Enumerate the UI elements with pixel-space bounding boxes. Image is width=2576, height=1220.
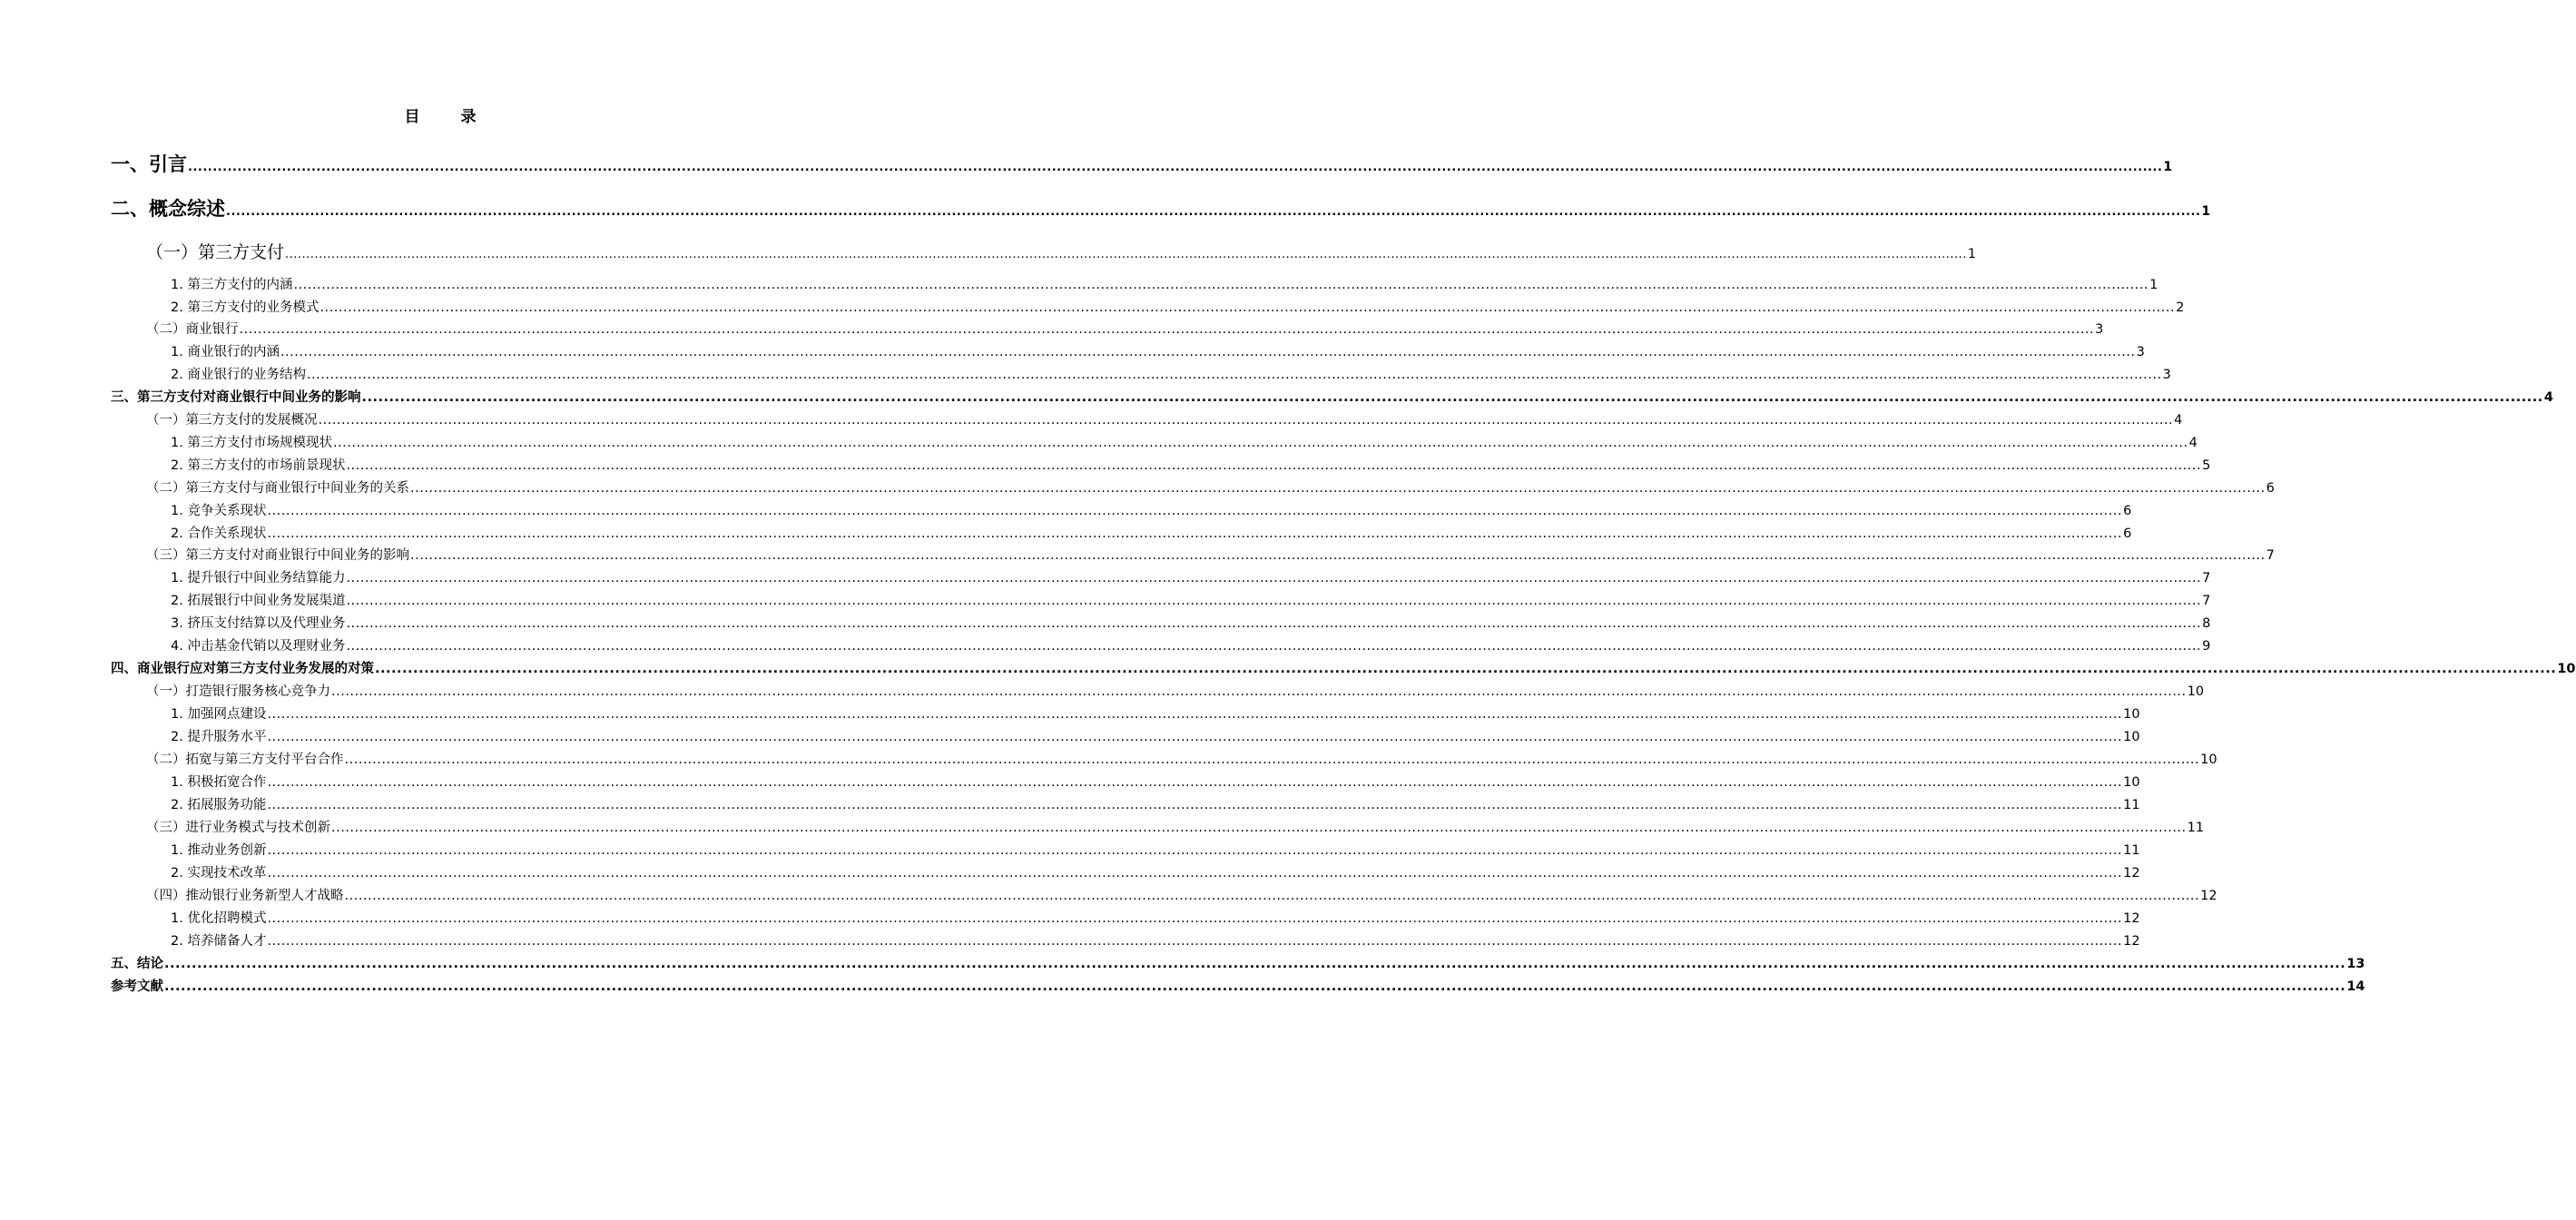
toc-entry[interactable] — [171, 432, 2197, 451]
toc-entry-title: 1. 加强网点建设 — [171, 707, 267, 722]
toc-entry-title: （三）进行业务模式与技术创新 — [146, 821, 330, 835]
toc-dot-leader: ................................................................................................................................................................................................................................................................................................................................................................................................................ — [267, 775, 2123, 790]
toc-entry[interactable] — [171, 274, 2158, 293]
toc-entry-page-number: 12 — [2123, 934, 2140, 949]
toc-dot-leader: ................................................................................................................................................................................................................................................................................................................................................................................................................ — [239, 322, 2095, 337]
toc-entry-page-number: 7 — [2266, 548, 2275, 563]
toc-entry-title: 2. 培养储备人才 — [171, 934, 267, 949]
toc-entry-title: 五、结论 — [111, 957, 163, 971]
toc-dot-leader: ................................................................................................................................................................................................................................................................................................................................................................................................................ — [331, 821, 2187, 835]
toc-dot-leader: ................................................................................................................................................................................................................................................................................................................................................................................................................ — [410, 481, 2266, 496]
toc-entry-title: 2. 商业银行的业务结构 — [171, 368, 306, 382]
toc-entry-title: 三、第三方支付对商业银行中间业务的影响 — [111, 390, 361, 405]
toc-dot-leader: ................................................................................................................................................................................................................................................................................................................................................................................................................ — [375, 662, 2557, 676]
toc-entry-page-number: 12 — [2200, 889, 2217, 903]
toc-entry-page-number: 10 — [2123, 730, 2140, 744]
toc-entry-title: 2. 第三方支付的市场前景现状 — [171, 458, 346, 473]
toc-entry[interactable] — [146, 239, 1976, 263]
toc-entry[interactable] — [171, 455, 2211, 474]
toc-entry[interactable] — [171, 635, 2211, 654]
toc-entry-title: （一）第三方支付的发展概况 — [146, 413, 318, 428]
toc-dot-leader: ................................................................................................................................................................................................................................................................................................................................................................................................................ — [267, 730, 2123, 744]
toc-entry-title: 3. 挤压支付结算以及代理业务 — [171, 616, 346, 631]
toc-dot-leader: ................................................................................................................................................................................................................................................................................................................................................................................................................ — [267, 798, 2123, 812]
toc-dot-leader: ................................................................................................................................................................................................................................................................................................................................................................................................................ — [267, 526, 2123, 541]
toc-entry-page-number: 3 — [2095, 322, 2104, 337]
toc-entry-page-number: 6 — [2266, 481, 2275, 496]
toc-entry-page-number: 1 — [2149, 278, 2158, 292]
toc-entry[interactable] — [146, 817, 2205, 836]
toc-entry[interactable] — [171, 703, 2140, 723]
toc-dot-leader: ................................................................................................................................................................................................................................................................................................................................................................................................................ — [267, 707, 2123, 722]
toc-entry-page-number: 7 — [2202, 571, 2211, 585]
toc-entry-page-number: 10 — [2200, 753, 2217, 767]
toc-entry[interactable] — [171, 794, 2140, 813]
toc-entry[interactable] — [171, 726, 2140, 745]
toc-dot-leader: ................................................................................................................................................................................................................................................................................................................................................................................................................ — [320, 300, 2176, 315]
toc-entry[interactable] — [171, 613, 2211, 632]
toc-dot-leader: ................................................................................................................................................................................................................................................................................................................................................................................................................ — [346, 571, 2202, 585]
toc-entry[interactable] — [171, 297, 2185, 316]
toc-entry-title: 1. 积极拓宽合作 — [171, 775, 267, 790]
toc-entry-page-number: 8 — [2202, 616, 2211, 631]
toc-dot-leader: ................................................................................................................................................................................................................................................................................................................................................................................................................ — [410, 548, 2266, 563]
toc-entry-page-number: 6 — [2123, 526, 2132, 541]
toc-entry[interactable] — [146, 749, 2217, 768]
toc-entry-title: （三）第三方支付对商业银行中间业务的影响 — [146, 548, 409, 563]
toc-entry[interactable] — [146, 545, 2275, 564]
toc-entry[interactable] — [146, 409, 2183, 428]
toc-entry-title: 1. 第三方支付的内涵 — [171, 278, 293, 292]
toc-dot-leader: ................................................................................................................................................................................................................................................................................................................................................................................................................ — [267, 843, 2123, 858]
toc-entry[interactable] — [146, 319, 2104, 338]
toc-dot-leader: ................................................................................................................................................................................................................................................................................................................................................................................................................ — [318, 413, 2174, 428]
toc-entry-title: 2. 拓展服务功能 — [171, 798, 267, 812]
toc-entry-title: （二）第三方支付与商业银行中间业务的关系 — [146, 481, 409, 496]
toc-entry-page-number: 11 — [2123, 843, 2140, 858]
toc-title: 目 录 — [404, 108, 489, 126]
toc-dot-leader: ................................................................................................................................................................................................................................................................................................................................................................................................................ — [306, 368, 2162, 382]
toc-entry-title: 2. 合作关系现状 — [171, 526, 267, 541]
toc-dot-leader: ................................................................................................................................................................................................................................................................................................................................................................................................................ — [267, 911, 2123, 926]
toc-entry-title: 1. 提升银行中间业务结算能力 — [171, 571, 346, 585]
toc-dot-leader: ................................................................................................................................................................................................................................................................................................................................................................................................................ — [346, 594, 2202, 608]
toc-entry-page-number: 7 — [2202, 594, 2211, 608]
toc-entry-title: 1. 优化招聘模式 — [171, 911, 267, 926]
toc-entry-page-number: 13 — [2346, 957, 2365, 971]
toc-entry-page-number: 1 — [2201, 204, 2211, 219]
toc-entry-title: （二）商业银行 — [146, 322, 239, 337]
toc-entry-title: （一）第三方支付 — [146, 242, 285, 262]
toc-entry-page-number: 3 — [2136, 345, 2145, 359]
toc-entry[interactable] — [171, 590, 2211, 609]
toc-entry[interactable] — [111, 387, 2553, 406]
toc-entry-title: 二、概念综述 — [111, 198, 225, 220]
toc-entry-page-number: 4 — [2543, 390, 2553, 405]
toc-dot-leader: ................................................................................................................................................................................................................................................................................................................................................................................................................ — [293, 278, 2149, 292]
toc-dot-leader: ................................................................................................................................................................................................................................................................................................................................................................................................................ — [267, 504, 2123, 518]
toc-entry-page-number: 5 — [2202, 458, 2211, 473]
toc-entry[interactable] — [111, 194, 2211, 221]
toc-entry-title: （四）推动银行业务新型人才战略 — [146, 889, 344, 903]
toc-dot-leader: ................................................................................................................................................................................................................................................................................................................................................................................................................ — [331, 684, 2187, 699]
toc-entry-title: 四、商业银行应对第三方支付业务发展的对策 — [111, 662, 374, 676]
toc-entry-page-number: 14 — [2346, 979, 2365, 994]
toc-entry-title: 1. 推动业务创新 — [171, 843, 267, 858]
toc-dot-leader: ................................................................................................................................................................................................................................................................................................................................................................................................................ — [344, 889, 2200, 903]
toc-entry[interactable] — [171, 908, 2140, 927]
toc-entry-page-number: 10 — [2123, 775, 2140, 790]
toc-entry[interactable] — [171, 523, 2132, 542]
toc-entry-page-number: 12 — [2123, 911, 2140, 926]
toc-entry-page-number: 6 — [2123, 504, 2132, 518]
toc-dot-leader: ................................................................................................................................................................................................................................................................................................................................................................................................................ — [285, 248, 1967, 261]
toc-entry-title: （二）拓宽与第三方支付平台合作 — [146, 753, 344, 767]
toc-dot-leader: ................................................................................................................................................................................................................................................................................................................................................................................................................ — [280, 345, 2136, 359]
toc-entry-page-number: 10 — [2557, 662, 2576, 676]
toc-dot-leader: ................................................................................................................................................................................................................................................................................................................................................................................................................ — [188, 161, 2163, 174]
toc-entry[interactable] — [146, 885, 2217, 904]
toc-entry[interactable] — [111, 658, 2576, 677]
toc-entry-page-number: 3 — [2162, 368, 2171, 382]
toc-entry[interactable] — [171, 840, 2140, 859]
toc-entry-page-number: 9 — [2202, 639, 2211, 654]
toc-dot-leader: ................................................................................................................................................................................................................................................................................................................................................................................................................ — [267, 866, 2123, 881]
toc-entry-title: 2. 第三方支付的业务模式 — [171, 300, 320, 315]
toc-entry[interactable] — [171, 364, 2171, 383]
toc-entry-title: 参考文献 — [111, 979, 163, 994]
toc-entry-title: 2. 提升服务水平 — [171, 730, 267, 744]
toc-dot-leader: ................................................................................................................................................................................................................................................................................................................................................................................................................ — [332, 436, 2188, 450]
toc-dot-leader: ................................................................................................................................................................................................................................................................................................................................................................................................................ — [164, 979, 2346, 994]
toc-dot-leader: ................................................................................................................................................................................................................................................................................................................................................................................................................ — [346, 616, 2202, 631]
toc-entry-page-number: 1 — [2163, 160, 2173, 174]
toc-entry[interactable] — [111, 150, 2173, 177]
toc-entry-page-number: 1 — [1967, 247, 1976, 261]
toc-dot-leader: ................................................................................................................................................................................................................................................................................................................................................................................................................ — [226, 205, 2201, 219]
toc-entry-page-number: 11 — [2187, 821, 2205, 835]
toc-entry-title: 2. 拓展银行中间业务发展渠道 — [171, 594, 346, 608]
toc-entry[interactable] — [171, 862, 2140, 881]
toc-entry[interactable] — [171, 930, 2140, 949]
toc-entry-title: 2. 实现技术改革 — [171, 866, 267, 881]
toc-dot-leader: ................................................................................................................................................................................................................................................................................................................................................................................................................ — [346, 458, 2202, 473]
toc-entry[interactable] — [171, 567, 2211, 586]
toc-entry[interactable] — [146, 681, 2205, 700]
toc-entry-page-number: 4 — [2188, 436, 2197, 450]
toc-dot-leader: ................................................................................................................................................................................................................................................................................................................................................................................................................ — [164, 957, 2346, 971]
toc-entry-title: （一）打造银行服务核心竞争力 — [146, 684, 330, 699]
toc-dot-leader: ................................................................................................................................................................................................................................................................................................................................................................................................................ — [361, 390, 2543, 405]
toc-entry[interactable] — [111, 976, 2365, 995]
toc-entry[interactable] — [171, 772, 2140, 791]
toc-entry-title: 1. 商业银行的内涵 — [171, 345, 280, 359]
toc-dot-leader: ................................................................................................................................................................................................................................................................................................................................................................................................................ — [344, 753, 2200, 767]
toc-entry-page-number: 4 — [2174, 413, 2183, 428]
toc-entry-page-number: 10 — [2187, 684, 2205, 699]
toc-entry-page-number: 10 — [2123, 707, 2140, 722]
toc-entry-page-number: 12 — [2123, 866, 2140, 881]
toc-dot-leader: ................................................................................................................................................................................................................................................................................................................................................................................................................ — [346, 639, 2202, 654]
toc-entry[interactable] — [111, 953, 2365, 972]
toc-entry[interactable] — [171, 500, 2132, 519]
toc-entry[interactable] — [171, 341, 2145, 360]
toc-entry-page-number: 2 — [2176, 300, 2185, 315]
toc-entry-page-number: 11 — [2123, 798, 2140, 812]
toc-dot-leader: ................................................................................................................................................................................................................................................................................................................................................................................................................ — [267, 934, 2123, 949]
toc-entry-title: 1. 竞争关系现状 — [171, 504, 267, 518]
toc-entry-title: 4. 冲击基金代销以及理财业务 — [171, 639, 346, 654]
toc-entry-title: 一、引言 — [111, 153, 187, 175]
toc-entry[interactable] — [146, 477, 2275, 497]
toc-entry-title: 1. 第三方支付市场规模现状 — [171, 436, 332, 450]
